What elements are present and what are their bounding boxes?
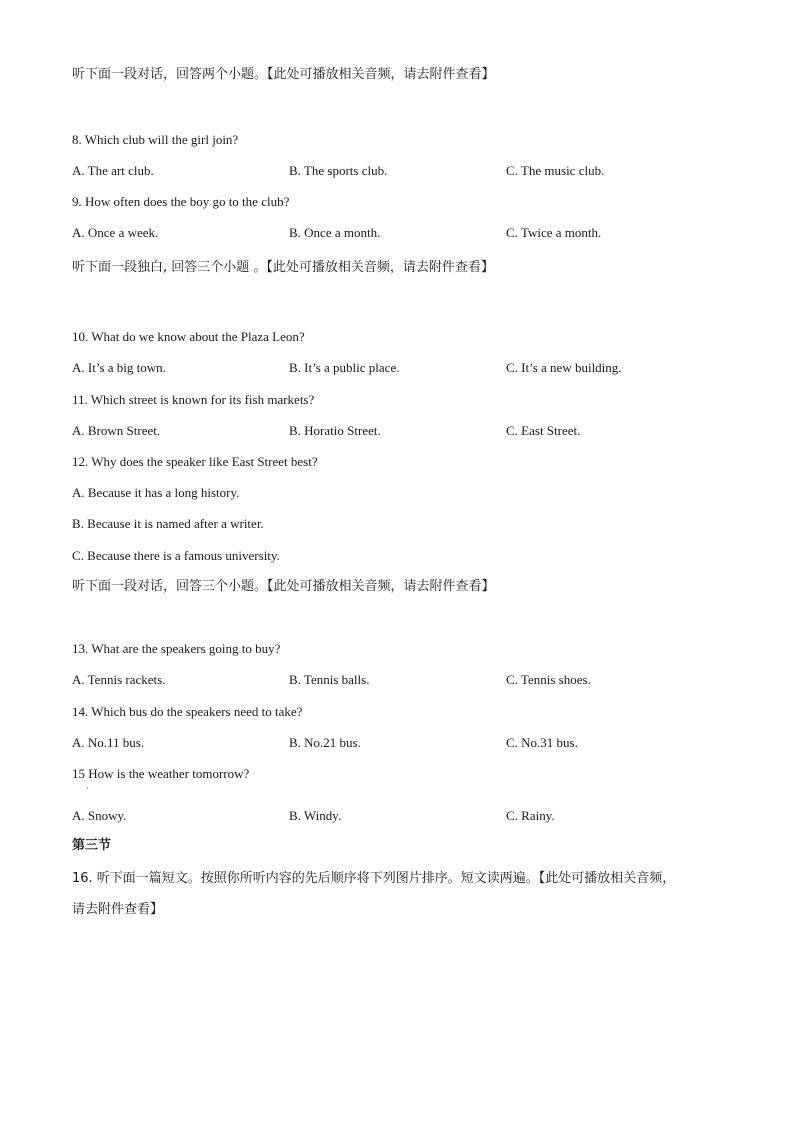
question-stem: 8. Which club will the girl join? bbox=[72, 132, 239, 147]
option-b: B. Because it is named after a writer. bbox=[72, 516, 264, 531]
option-c: C. East Street. bbox=[506, 423, 581, 438]
option-b: B. Tennis balls. bbox=[289, 672, 370, 687]
option-b: B. Windy. bbox=[289, 808, 342, 823]
option-b: B. Once a month. bbox=[289, 225, 381, 240]
section-instruction: 听下面一段对话，回答三个小题。【此处可播放相关音频，请去附件查看】 bbox=[72, 579, 495, 594]
option-c: C. Twice a month. bbox=[506, 225, 602, 240]
option-c: C. Rainy. bbox=[506, 808, 555, 823]
section-instruction: 听下面一段独白, 回答三个小题 。【此处可播放相关音频，请去附件查看】 bbox=[72, 260, 494, 275]
option-a: A. The art club. bbox=[72, 163, 154, 178]
question-stem: 11. Which street is known for its fish markets? bbox=[72, 392, 315, 407]
option-c: C. Tennis shoes. bbox=[506, 672, 591, 687]
question-stem: 9. How often does the boy go to the club? bbox=[72, 194, 290, 209]
option-c: C. No.31 bus. bbox=[506, 735, 578, 750]
question-stem: 14. Which bus do the speakers need to take? bbox=[72, 704, 303, 719]
part-heading: 第三节 bbox=[72, 838, 112, 853]
question-stem: 13. What are the speakers going to buy? bbox=[72, 641, 281, 656]
option-c: C. It’s a new building. bbox=[506, 360, 622, 375]
option-a: A. Brown Street. bbox=[72, 423, 161, 438]
option-a: A. It’s a big town. bbox=[72, 360, 166, 375]
option-c: C. The music club. bbox=[506, 163, 605, 178]
stray-dot: · bbox=[86, 784, 89, 793]
option-b: B. No.21 bus. bbox=[289, 735, 361, 750]
question-stem: 10. What do we know about the Plaza Leon? bbox=[72, 329, 305, 344]
option-a: A. Tennis rackets. bbox=[72, 672, 166, 687]
question-stem: 15 How is the weather tomorrow? bbox=[72, 766, 250, 781]
option-b: B. It’s a public place. bbox=[289, 360, 400, 375]
section-instruction: 听下面一段对话，回答两个小题。【此处可播放相关音频，请去附件查看】 bbox=[72, 67, 495, 82]
option-b: B. Horatio Street. bbox=[289, 423, 381, 438]
option-a: A. Snowy. bbox=[72, 808, 127, 823]
option-b: B. The sports club. bbox=[289, 163, 388, 178]
option-a: A. Once a week. bbox=[72, 225, 159, 240]
question-16-text-cont: 请去附件查看】 bbox=[72, 902, 164, 917]
option-a: A. No.11 bus. bbox=[72, 735, 145, 750]
question-16-text: 16. 听下面一篇短文。按照你所听内容的先后顺序将下列图片排序。短文读两遍。【此处可播放相关音频， bbox=[72, 871, 676, 886]
option-c: C. Because there is a famous university. bbox=[72, 548, 280, 563]
option-a: A. Because it has a long history. bbox=[72, 485, 240, 500]
question-stem: 12. Why does the speaker like East Street best? bbox=[72, 454, 318, 469]
